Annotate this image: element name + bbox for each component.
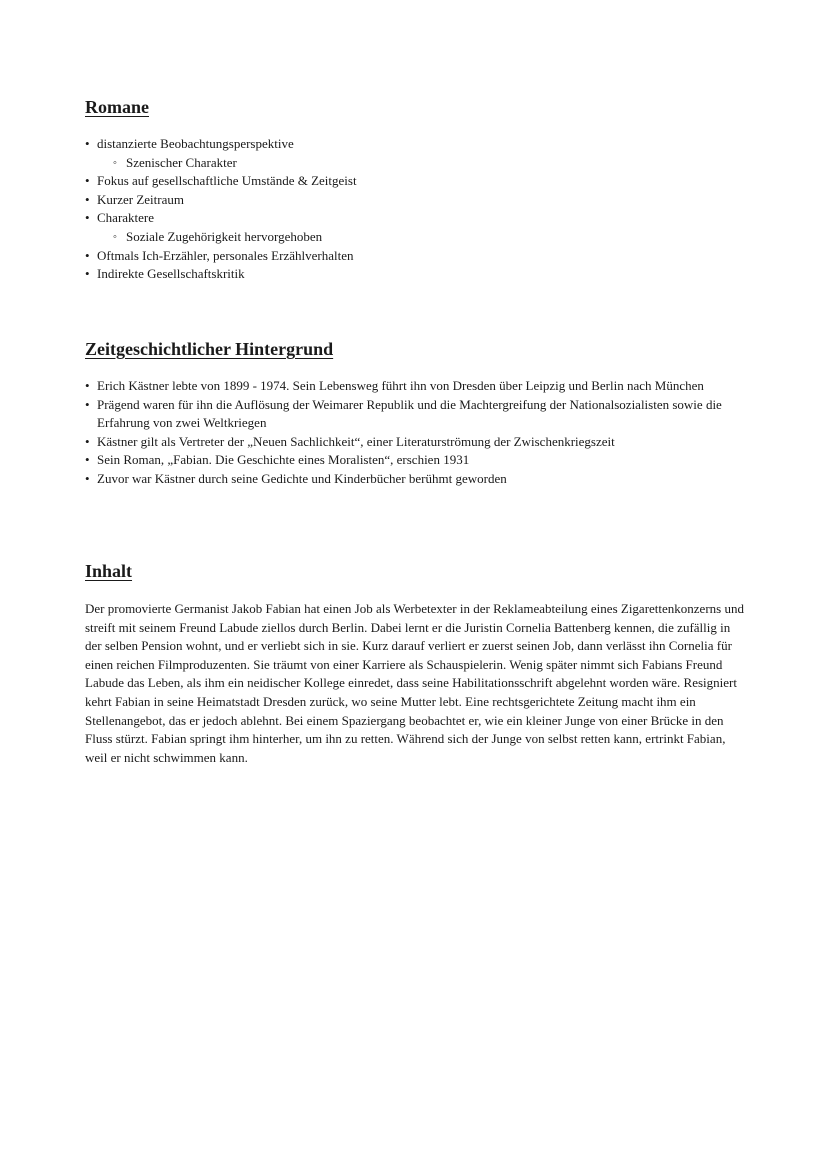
list-item: • Erich Kästner lebte von 1899 - 1974. Sein Lebensweg führt ihn von Dresden über Leipzig und Berlin nach München (85, 377, 745, 396)
section-title-romane: Romane (85, 97, 149, 117)
list-item-text: Oftmals Ich-Erzähler, personales Erzählverhalten (97, 247, 354, 263)
list-item-text: distanzierte Beobachtungsperspektive (97, 136, 294, 151)
section-zeitgeschichtlicher-hintergrund (85, 338, 745, 489)
section-title-hintergrund: Zeitgeschichtlicher Hintergrund (85, 339, 334, 359)
section-inhalt (85, 560, 745, 767)
sub-list-item: ◦ Soziale Zugehörigkeit hervorgehoben (97, 228, 745, 247)
list-item (85, 265, 745, 284)
section-title-inhalt: Inhalt (85, 561, 133, 581)
list-item (85, 172, 745, 191)
list-item-text: Kurzer Zeitraum (97, 191, 184, 207)
list-item-text: Indirekte Gesellschaftskritik (97, 266, 245, 282)
section-romane (85, 96, 745, 284)
list-item: • Sein Roman, „Fabian. Die Geschichte eines Moralisten“, erschien 1931 (85, 451, 745, 470)
sub-list-item: ◦ Szenischer Charakter (97, 154, 745, 173)
list-item (85, 209, 745, 246)
list-item (85, 191, 745, 210)
list-item: • Kästner gilt als Vertreter der „Neuen Sachlichkeit“, einer Literaturströmung der Zwischenkriegszeit (85, 433, 745, 452)
sub-list (97, 228, 745, 247)
list-item (85, 135, 745, 172)
list-item (85, 247, 745, 266)
hintergrund-list (85, 377, 745, 489)
sub-list (97, 154, 745, 173)
list-item-text: Fokus auf gesellschaftliche Umstände & Zeitgeist (97, 173, 357, 189)
inhalt-paragraph: Der promovierte Germanist Jakob Fabian hat einen Job als Werbetexter in der Reklameabteilung eines Zigarettenkonzerns und streift mit seinem Freund Labude ziellos durch Berlin. Dabei lernt er die Juristin Cornelia Battenberg kennen, die zufällig in der selben Pension wohnt, und er verliebt sich in sie. Kurz darauf verliert er zuerst seinen Job, dann verlässt ihn Cornelia für einen reichen Filmproduzenten. Sie träumt von einer Karriere als Schauspielerin. Wenig später nimmt sich Fabians Freund Labude das Leben, als ihm ein neidischer Kollege einredet, dass seine Habilitationsschrift abgelehnt worden wäre. Resigniert kehrt Fabian in seine Heimatstadt Dresden zurück, wo seine Mutter lebt. Eine rechtsgerichtete Zeitung macht ihm ein Stellenangebot, das er jedoch ablehnt. Bei einem Spaziergang beobachtet er, wie ein kleiner Junge von einer Brücke in den Fluss stürzt. Fabian springt ihm hinterher, um ihn zu retten. Während sich der Junge von selbst retten kann, ertrinkt Fabian, weil er nicht schwimmen kann. (85, 601, 744, 765)
romane-list (85, 135, 745, 284)
list-item-text: Charaktere (97, 210, 155, 226)
list-item: • Prägend waren für ihn die Auflösung der Weimarer Republik und die Machtergreifung der Nationalsozialisten sowie die Erfahrung von zwei Weltkriegen (85, 396, 745, 433)
list-item: • Zuvor war Kästner durch seine Gedichte und Kinderbücher berühmt geworden (85, 470, 745, 489)
